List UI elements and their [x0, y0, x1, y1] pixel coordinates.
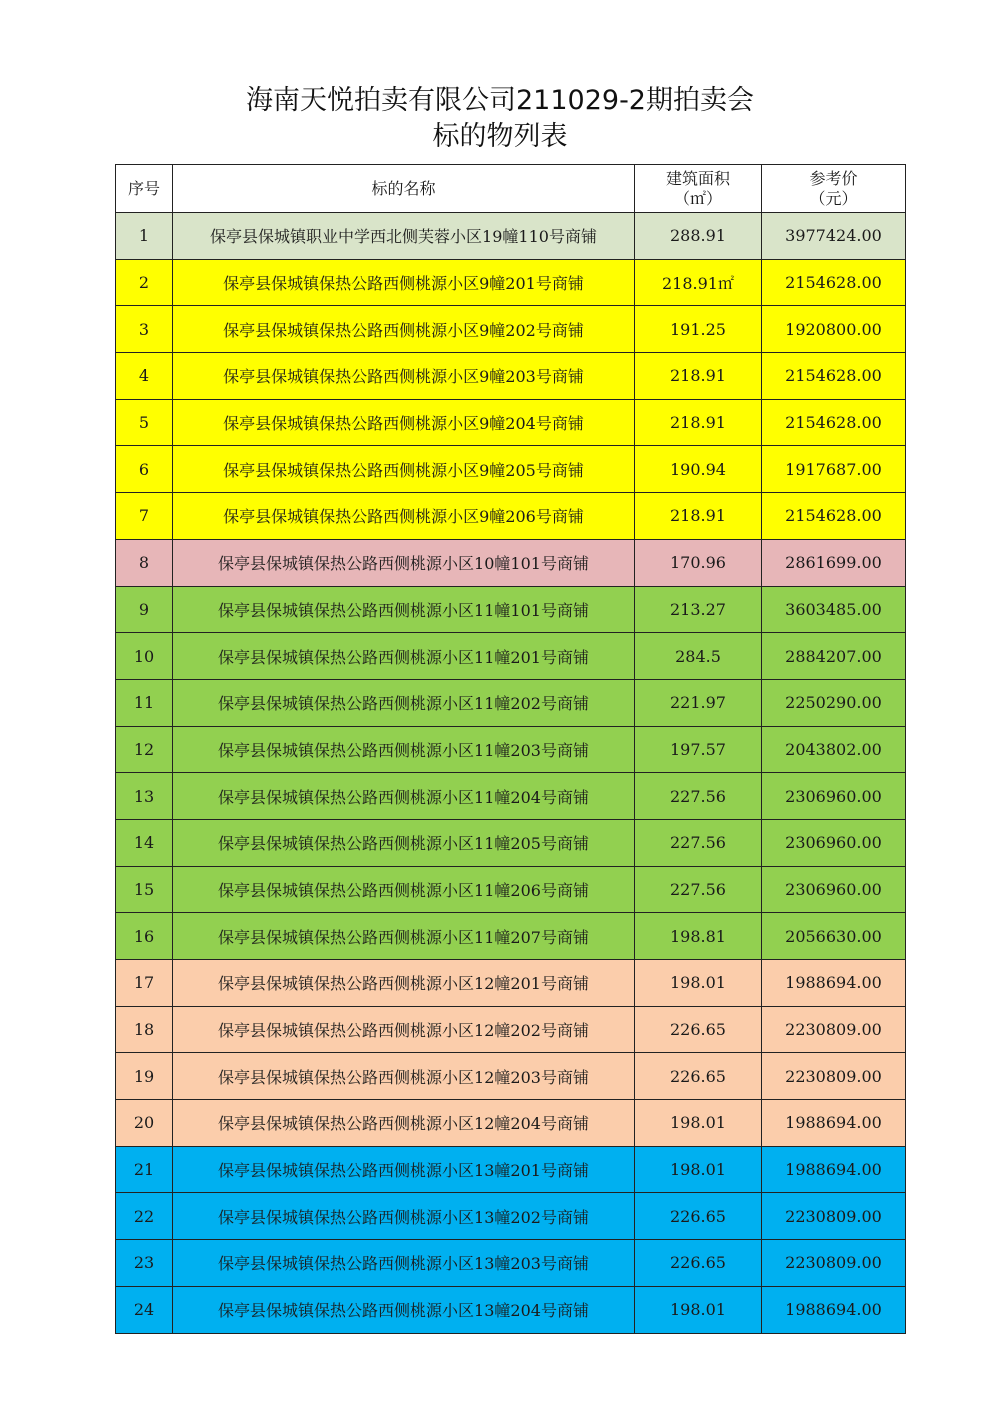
cell-no: 23 — [116, 1240, 173, 1287]
table-row — [116, 679, 906, 726]
cell-name: 保亭县保城镇保热公路西侧桃源小区11幢201号商铺 — [173, 633, 635, 680]
table-row — [116, 1053, 906, 1100]
cell-price: 2154628.00 — [762, 353, 906, 400]
page-title: 海南天悦拍卖有限公司211029-2期拍卖会 — [246, 85, 754, 116]
table-row — [116, 353, 906, 400]
cell-area: 213.27 — [635, 586, 762, 633]
cell-price: 2230809.00 — [762, 1053, 906, 1100]
cell-name: 保亭县保城镇保热公路西侧桃源小区11幢206号商铺 — [173, 866, 635, 913]
auction-items-table — [115, 164, 906, 1334]
cell-name: 保亭县保城镇保热公路西侧桃源小区13幢204号商铺 — [173, 1286, 635, 1333]
cell-price: 2306960.00 — [762, 773, 906, 820]
table-row — [116, 586, 906, 633]
cell-area: 288.91 — [635, 213, 762, 260]
table-row — [116, 493, 906, 540]
cell-name: 保亭县保城镇保热公路西侧桃源小区10幢101号商铺 — [173, 539, 635, 586]
cell-price: 2230809.00 — [762, 1240, 906, 1287]
table-row — [116, 913, 906, 960]
cell-area: 190.94 — [635, 446, 762, 493]
cell-no: 8 — [116, 539, 173, 586]
cell-no: 7 — [116, 493, 173, 540]
cell-area: 218.91 — [635, 493, 762, 540]
cell-name: 保亭县保城镇保热公路西侧桃源小区13幢203号商铺 — [173, 1240, 635, 1287]
table-row — [116, 726, 906, 773]
cell-no: 9 — [116, 586, 173, 633]
cell-area: 198.01 — [635, 1286, 762, 1333]
table-row — [116, 306, 906, 353]
cell-no: 15 — [116, 866, 173, 913]
cell-area: 198.01 — [635, 1146, 762, 1193]
cell-name: 保亭县保城镇保热公路西侧桃源小区11幢202号商铺 — [173, 679, 635, 726]
cell-area: 198.01 — [635, 960, 762, 1007]
cell-no: 14 — [116, 819, 173, 866]
cell-no: 13 — [116, 773, 173, 820]
cell-area: 227.56 — [635, 773, 762, 820]
cell-name: 保亭县保城镇保热公路西侧桃源小区9幢205号商铺 — [173, 446, 635, 493]
page-subtitle: 标的物列表 — [432, 121, 568, 152]
cell-name: 保亭县保城镇保热公路西侧桃源小区13幢202号商铺 — [173, 1193, 635, 1240]
cell-no: 1 — [116, 213, 173, 260]
cell-no: 17 — [116, 960, 173, 1007]
cell-name: 保亭县保城镇保热公路西侧桃源小区12幢203号商铺 — [173, 1053, 635, 1100]
table-row — [116, 1240, 906, 1287]
cell-area: 197.57 — [635, 726, 762, 773]
header-price-label: 参考价 — [809, 168, 858, 188]
cell-name: 保亭县保城镇保热公路西侧桃源小区11幢203号商铺 — [173, 726, 635, 773]
cell-no: 20 — [116, 1100, 173, 1147]
cell-area: 191.25 — [635, 306, 762, 353]
cell-no: 19 — [116, 1053, 173, 1100]
cell-area: 226.65 — [635, 1193, 762, 1240]
cell-price: 2056630.00 — [762, 913, 906, 960]
cell-name: 保亭县保城镇保热公路西侧桃源小区9幢203号商铺 — [173, 353, 635, 400]
header-name: 标的名称 — [173, 165, 635, 213]
cell-no: 10 — [116, 633, 173, 680]
cell-name: 保亭县保城镇保热公路西侧桃源小区12幢204号商铺 — [173, 1100, 635, 1147]
table-row — [116, 773, 906, 820]
table-row — [116, 1006, 906, 1053]
table-row — [116, 259, 906, 306]
cell-area: 226.65 — [635, 1053, 762, 1100]
cell-price: 2884207.00 — [762, 633, 906, 680]
cell-name: 保亭县保城镇保热公路西侧桃源小区11幢205号商铺 — [173, 819, 635, 866]
cell-price: 2861699.00 — [762, 539, 906, 586]
cell-name: 保亭县保城镇保热公路西侧桃源小区13幢201号商铺 — [173, 1146, 635, 1193]
cell-area: 226.65 — [635, 1006, 762, 1053]
header-area — [635, 165, 762, 213]
cell-price: 3977424.00 — [762, 213, 906, 260]
cell-area: 227.56 — [635, 819, 762, 866]
table-row — [116, 960, 906, 1007]
cell-no: 6 — [116, 446, 173, 493]
cell-name: 保亭县保城镇保热公路西侧桃源小区12幢201号商铺 — [173, 960, 635, 1007]
header-price-unit: （元） — [809, 188, 858, 208]
table-row — [116, 1100, 906, 1147]
cell-price: 1917687.00 — [762, 446, 906, 493]
table-header-row — [116, 165, 906, 213]
cell-area: 198.01 — [635, 1100, 762, 1147]
cell-area: 218.91 — [635, 399, 762, 446]
cell-price: 2306960.00 — [762, 819, 906, 866]
cell-price: 1988694.00 — [762, 1146, 906, 1193]
cell-name: 保亭县保城镇职业中学西北侧芙蓉小区19幢110号商铺 — [173, 213, 635, 260]
cell-name: 保亭县保城镇保热公路西侧桃源小区9幢202号商铺 — [173, 306, 635, 353]
cell-price: 2154628.00 — [762, 493, 906, 540]
cell-price: 2230809.00 — [762, 1006, 906, 1053]
cell-price: 2306960.00 — [762, 866, 906, 913]
cell-no: 12 — [116, 726, 173, 773]
cell-name: 保亭县保城镇保热公路西侧桃源小区11幢204号商铺 — [173, 773, 635, 820]
header-price — [762, 165, 906, 213]
cell-no: 21 — [116, 1146, 173, 1193]
cell-area: 227.56 — [635, 866, 762, 913]
cell-area: 284.5 — [635, 633, 762, 680]
cell-no: 16 — [116, 913, 173, 960]
cell-price: 1988694.00 — [762, 960, 906, 1007]
table-row — [116, 1193, 906, 1240]
cell-name: 保亭县保城镇保热公路西侧桃源小区11幢207号商铺 — [173, 913, 635, 960]
header-area-label: 建筑面积 — [665, 168, 730, 188]
table-row — [116, 1146, 906, 1193]
cell-no: 3 — [116, 306, 173, 353]
cell-price: 1920800.00 — [762, 306, 906, 353]
cell-area: 221.97 — [635, 679, 762, 726]
cell-price: 2154628.00 — [762, 259, 906, 306]
cell-no: 24 — [116, 1286, 173, 1333]
cell-area: 170.96 — [635, 539, 762, 586]
cell-no: 22 — [116, 1193, 173, 1240]
cell-no: 4 — [116, 353, 173, 400]
cell-name: 保亭县保城镇保热公路西侧桃源小区9幢206号商铺 — [173, 493, 635, 540]
cell-price: 2230809.00 — [762, 1193, 906, 1240]
table-row — [116, 399, 906, 446]
cell-price: 2154628.00 — [762, 399, 906, 446]
table-row — [116, 819, 906, 866]
cell-name: 保亭县保城镇保热公路西侧桃源小区9幢201号商铺 — [173, 259, 635, 306]
cell-area: 198.81 — [635, 913, 762, 960]
cell-area: 218.91 — [635, 353, 762, 400]
cell-no: 18 — [116, 1006, 173, 1053]
cell-name: 保亭县保城镇保热公路西侧桃源小区12幢202号商铺 — [173, 1006, 635, 1053]
cell-no: 5 — [116, 399, 173, 446]
cell-price: 1988694.00 — [762, 1286, 906, 1333]
cell-price: 2043802.00 — [762, 726, 906, 773]
header-no: 序号 — [116, 165, 173, 213]
cell-area: 218.91㎡ — [635, 259, 762, 306]
cell-price: 3603485.00 — [762, 586, 906, 633]
table-row — [116, 539, 906, 586]
cell-name: 保亭县保城镇保热公路西侧桃源小区11幢101号商铺 — [173, 586, 635, 633]
cell-price: 2250290.00 — [762, 679, 906, 726]
table-row — [116, 866, 906, 913]
cell-price: 1988694.00 — [762, 1100, 906, 1147]
table-row — [116, 1286, 906, 1333]
table-row — [116, 213, 906, 260]
cell-no: 2 — [116, 259, 173, 306]
cell-area: 226.65 — [635, 1240, 762, 1287]
cell-name: 保亭县保城镇保热公路西侧桃源小区9幢204号商铺 — [173, 399, 635, 446]
table-row — [116, 633, 906, 680]
cell-no: 11 — [116, 679, 173, 726]
table-row — [116, 446, 906, 493]
header-area-unit: （㎡） — [673, 188, 722, 208]
table-body — [116, 213, 906, 1334]
